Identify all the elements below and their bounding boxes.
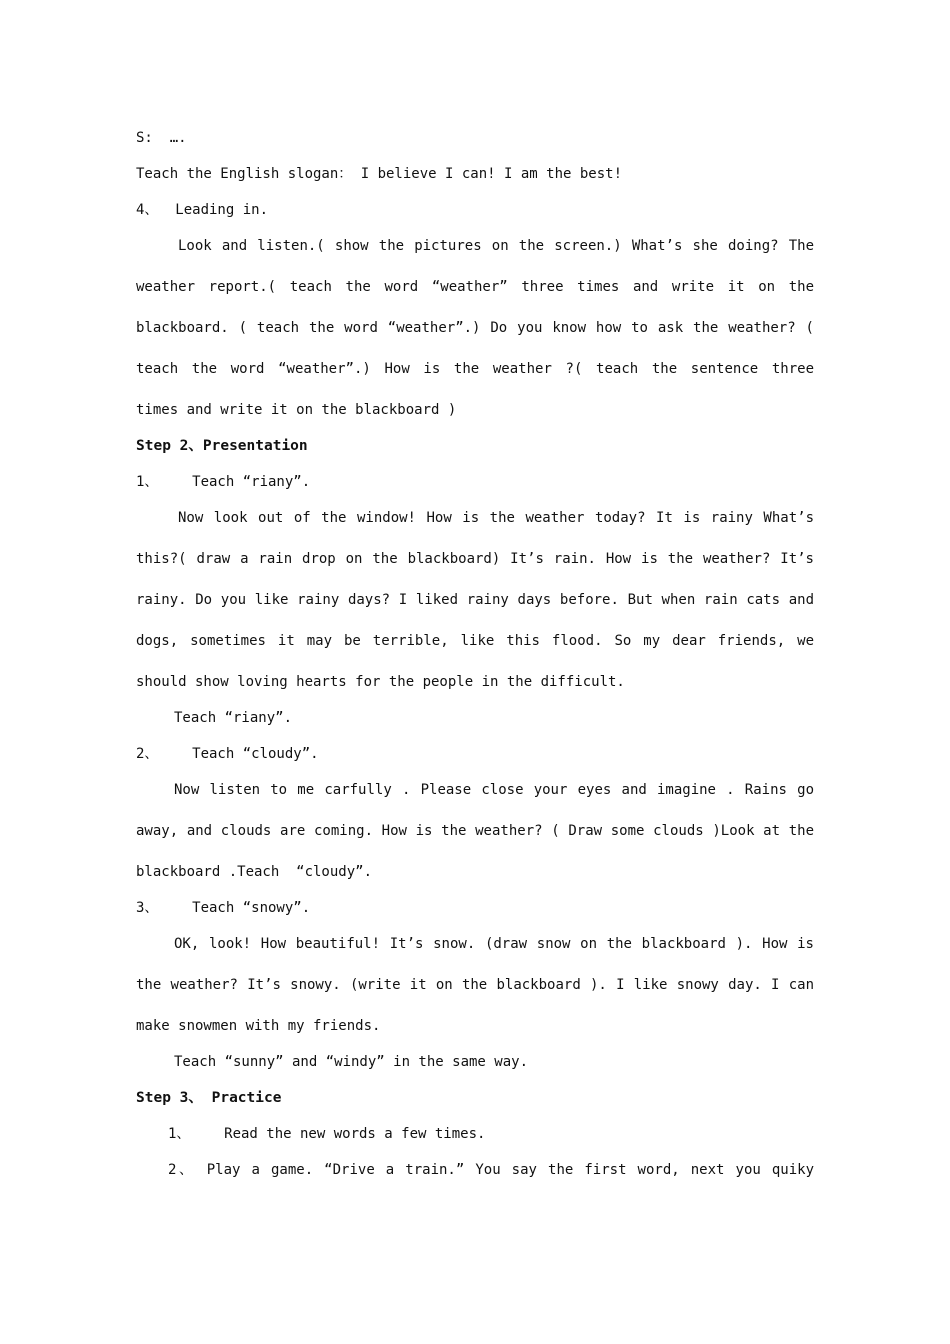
- paragraph-line: teach the word “weather”.) How is the weather ?( teach the sentence three: [136, 361, 814, 377]
- list-item: 4、 Leading in.: [136, 202, 269, 218]
- paragraph-line: Now look out of the window! How is the weather today? It is rainy What’s: [178, 510, 814, 526]
- list-item: 1、 Read the new words a few times.: [168, 1126, 486, 1142]
- paragraph-line: weather report.( teach the word “weather” three times and write it on the: [136, 279, 814, 295]
- paragraph-line: away, and clouds are coming. How is the weather? ( Draw some clouds )Look at the: [136, 823, 814, 839]
- text-line: S: ….: [136, 130, 187, 146]
- paragraph-line: Look and listen.( show the pictures on the screen.) What’s she doing? The: [178, 238, 814, 254]
- paragraph-line: times and write it on the blackboard ): [136, 402, 457, 418]
- list-item: 1、 Teach “riany”.: [136, 474, 311, 490]
- section-heading: Step 2、Presentation: [136, 438, 308, 454]
- text-line: Teach “sunny” and “windy” in the same way.: [174, 1054, 529, 1070]
- section-heading: Step 3、 Practice: [136, 1090, 282, 1106]
- paragraph-line: blackboard .Teach “cloudy”.: [136, 864, 373, 880]
- paragraph-line: dogs, sometimes it may be terrible, like this flood. So my dear friends, we: [136, 633, 814, 649]
- paragraph-line: Now listen to me carfully . Please close your eyes and imagine . Rains go: [174, 782, 814, 798]
- paragraph-line: the weather? It’s snowy. (write it on the blackboard ). I like snowy day. I can: [136, 977, 814, 993]
- list-item: 2、 Teach “cloudy”.: [136, 746, 319, 762]
- list-item: 2、 Play a game. “Drive a train.” You say the first word, next you quiky: [168, 1162, 814, 1178]
- paragraph-line: this?( draw a rain drop on the blackboard) It’s rain. How is the weather? It’s: [136, 551, 814, 567]
- text-line: Teach the English slogan： I believe I can! I am the best!: [136, 166, 623, 182]
- paragraph-line: rainy. Do you like rainy days? I liked rainy days before. But when rain cats and: [136, 592, 814, 608]
- text-line: Teach “riany”.: [174, 710, 293, 726]
- paragraph-line: should show loving hearts for the people in the difficult.: [136, 674, 625, 690]
- paragraph-line: make snowmen with my friends.: [136, 1018, 381, 1034]
- paragraph-line: blackboard. ( teach the word “weather”.) Do you know how to ask the weather? (: [136, 320, 814, 336]
- paragraph-line: OK, look! How beautiful! It’s snow. (draw snow on the blackboard ). How is: [174, 936, 814, 952]
- list-item: 3、 Teach “snowy”.: [136, 900, 311, 916]
